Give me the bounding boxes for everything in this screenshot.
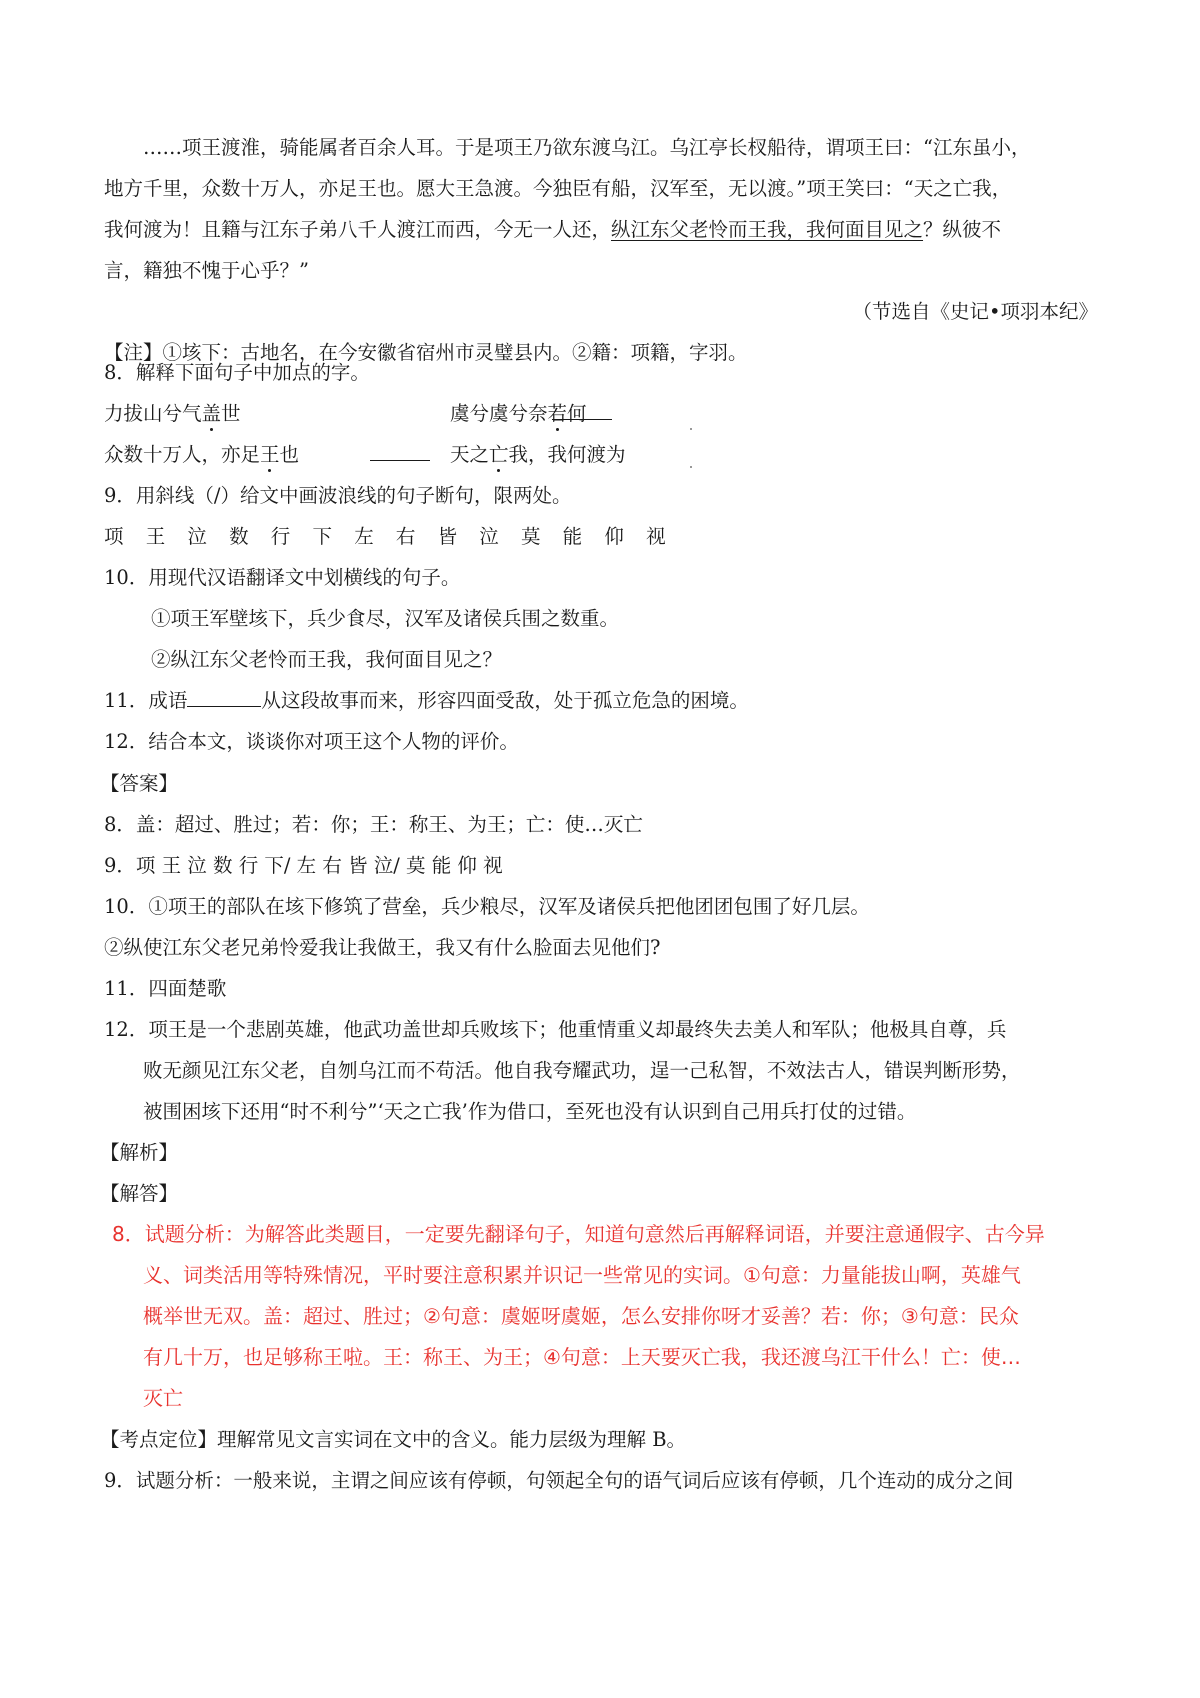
question-8: 8．解释下面句子中加点的字。 — [104, 361, 370, 384]
answer-12-line: 败无颜见江东父老，自刎乌江而不苟活。他自我夸耀武功，逞一己私智，不效法古人，错误判断形势， — [143, 1059, 1021, 1082]
q9-sentence: 项 王 泣 数 行 下 左 右 皆 泣 莫 能 仰 视 — [104, 525, 672, 548]
answer-blank[interactable] — [187, 680, 261, 707]
passage — [104, 127, 1104, 373]
scan-mark — [690, 466, 692, 468]
red-line: 8．试题分析：为解答此类题目，一定要先翻译句子，知道句意然后再解释词语，并要注意通假字、古今异 — [112, 1222, 1045, 1246]
answer-12-line: 12．项王是一个悲剧英雄，他武功盖世却兵败垓下；他重情重义却最终失去美人和军队；他极具自尊，兵 — [104, 1018, 1007, 1041]
answer-10-1: 10．①项王的部队在垓下修筑了营垒，兵少粮尽，汉军及诸侯兵把他团团包围了好几层。 — [104, 895, 870, 918]
question-12: 12．结合本文，谈谈你对项王这个人物的评价。 — [104, 730, 519, 753]
note: 【注】①垓下：古地名，在今安徽省宿州市灵璧县内。②籍：项籍，字羽。 — [104, 341, 748, 364]
red-line: 概举世无双。盖：超过、胜过；②句意：虞姬呀虞姬，怎么安排你呀才妥善？若：你；③句意：民众 — [143, 1304, 1019, 1328]
underlined-sentence: 纵江东父老怜而王我，我何面目见之 — [611, 218, 924, 241]
kaodian: 【考点定位】理解常见文言实词在文中的含义。能力层级为理解 B。 — [100, 1428, 687, 1451]
answer-8: 8．盖：超过、胜过；若：你；王：称王、为王；亡：使…灭亡 — [104, 813, 643, 836]
passage-line: ……项王渡淮，骑能属者百余人耳。于是项王乃欲东渡乌江。乌江亭长杈船待，谓项王曰：“江东虽小， — [143, 136, 1031, 159]
question-11: 11．成语 从这段故事而来，形容四面受敌，处于孤立危急的困境。 — [104, 680, 1104, 721]
answer-10-2: ②纵使江东父老兄弟怜爱我让我做王，我又有什么脸面去见他们? — [104, 936, 661, 959]
question-10: 10．用现代汉语翻译文中划横线的句子。 — [104, 566, 461, 589]
red-line: 义、词类活用等特殊情况，平时要注意积累并识记一些常见的实词。①句意：力量能拔山啊，英雄气 — [143, 1263, 1021, 1287]
questions — [104, 352, 1104, 762]
dotted-char: 盖 — [201, 402, 222, 425]
passage-source: （节选自《史记•项羽本纪》 — [852, 300, 1098, 323]
answer-11: 11．四面楚歌 — [104, 977, 227, 1000]
q8-row-2: 众数十万人，亦足王也 天之亡我，我何渡为 — [104, 434, 1104, 475]
scan-mark — [690, 428, 692, 430]
dotted-char: 亡 — [489, 443, 509, 466]
answer-9: 9．项 王 泣 数 行 下/ 左 右 皆 泣/ 莫 能 仰 视 — [104, 854, 503, 877]
dotted-char: 若 — [547, 402, 568, 425]
passage-line: 我何渡为！且籍与江东子弟八千人渡江而西，今无一人还，纵江东父老怜而王我，我何面目见之？纵彼不 — [104, 218, 1002, 241]
analysis — [100, 1132, 1104, 1501]
passage-line: 言，籍独不愧于心乎？” — [104, 259, 309, 282]
answer-blank[interactable] — [370, 434, 430, 461]
dotted-char: 王 — [260, 443, 280, 466]
red-line: 有几十万，也足够称王啦。王：称王、为王；④句意：上天要灭亡我，我还渡乌江干什么！亡：使… — [143, 1345, 1021, 1369]
analysis-heading: 【解析】 — [100, 1141, 179, 1164]
solution-heading: 【解答】 — [100, 1182, 179, 1205]
red-line: 灭亡 — [143, 1386, 183, 1410]
answer-12-line: 被围困垓下还用“时不利兮”‘天之亡我’作为借口，至死也没有认识到自己用兵打仗的过错。 — [143, 1100, 917, 1123]
answers-heading: 【答案】 — [100, 772, 179, 795]
q10-sentence-1: ①项王军壁垓下，兵少食尽，汉军及诸侯兵围之数重。 — [151, 607, 620, 630]
passage-line: 地方千里，众数十万人，亦足王也。愿大王急渡。今独臣有船，汉军至，无以渡。”项王笑曰：“天之亡我， — [104, 177, 1012, 200]
q10-sentence-2: ②纵江东父老怜而王我，我何面目见之？ — [151, 648, 503, 671]
red-analysis — [112, 1214, 1104, 1419]
question-9: 9．用斜线（/）给文中画波浪线的句子断句，限两处。 — [104, 484, 572, 507]
q8-row-1: 力拔山兮气盖世 虞兮虞兮奈若何 — [104, 393, 1104, 434]
analysis-9: 9．试题分析：一般来说，主谓之间应该有停顿，句领起全句的语气词后应该有停顿，几个连动的成分之间 — [104, 1469, 1014, 1492]
answers — [100, 763, 1104, 1132]
